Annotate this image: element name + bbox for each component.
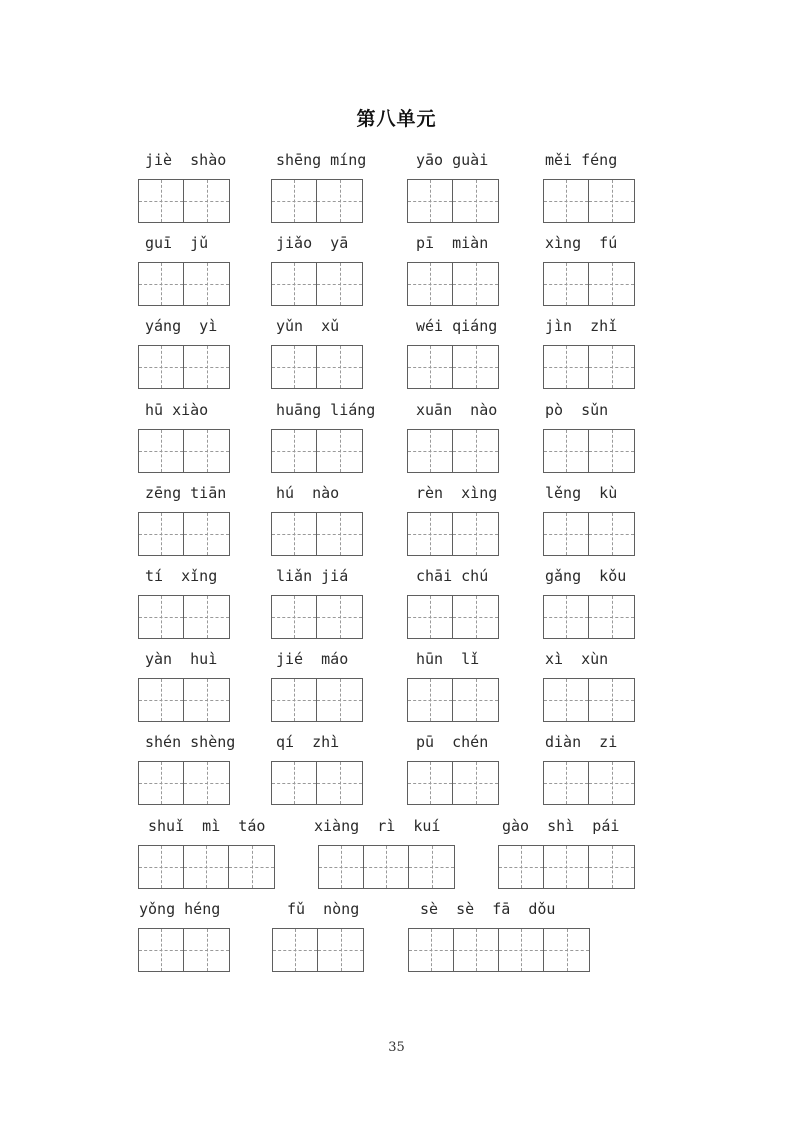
character-cell[interactable] [317, 513, 362, 555]
character-cell[interactable] [453, 263, 498, 305]
character-cell[interactable] [589, 846, 634, 888]
pinyin-label: jìn zhǐ [545, 317, 618, 335]
character-cell[interactable] [544, 180, 589, 222]
character-cell[interactable] [453, 762, 498, 804]
character-cell[interactable] [139, 846, 184, 888]
writing-grid [138, 345, 230, 389]
pinyin-label: hū xiào [145, 401, 209, 419]
pinyin-label: pū chén [416, 733, 489, 751]
writing-grid [138, 512, 230, 556]
character-cell[interactable] [272, 346, 317, 388]
writing-grid [138, 262, 230, 306]
writing-grid [407, 262, 499, 306]
character-cell[interactable] [408, 346, 453, 388]
writing-grid [271, 678, 363, 722]
character-cell[interactable] [184, 679, 229, 721]
pinyin-label: jiè shào [145, 151, 227, 169]
character-cell[interactable] [317, 596, 362, 638]
character-cell[interactable] [317, 263, 362, 305]
pinyin-label: lěng kù [545, 484, 618, 502]
writing-grid [138, 678, 230, 722]
character-cell[interactable] [317, 762, 362, 804]
writing-grid [407, 512, 499, 556]
writing-grid [138, 928, 230, 972]
character-cell[interactable] [544, 846, 589, 888]
writing-grid [138, 429, 230, 473]
character-cell[interactable] [139, 762, 184, 804]
character-cell[interactable] [184, 762, 229, 804]
pinyin-label: guī jǔ [145, 234, 209, 252]
character-cell[interactable] [453, 679, 498, 721]
character-cell[interactable] [499, 929, 544, 971]
character-cell[interactable] [139, 513, 184, 555]
character-cell[interactable] [408, 513, 453, 555]
pinyin-label: shēng míng [276, 151, 367, 169]
pinyin-label: yáng yì [145, 317, 218, 335]
writing-grid [543, 429, 635, 473]
page-number: 35 [388, 1040, 405, 1055]
pinyin-label: jié máo [276, 650, 349, 668]
character-cell[interactable] [272, 762, 317, 804]
character-cell[interactable] [408, 762, 453, 804]
writing-grid [138, 845, 275, 889]
pinyin-label: wéi qiáng [416, 317, 498, 335]
pinyin-label: huāng liáng [276, 401, 376, 419]
character-cell[interactable] [184, 263, 229, 305]
character-cell[interactable] [317, 180, 362, 222]
pinyin-label: shén shèng [145, 733, 236, 751]
writing-grid [138, 179, 230, 223]
pinyin-label: yāo guài [416, 151, 489, 169]
writing-grid [407, 595, 499, 639]
pinyin-label: pò sǔn [545, 401, 609, 419]
pinyin-label: xìng fú [545, 234, 618, 252]
writing-grid [407, 761, 499, 805]
character-cell[interactable] [184, 430, 229, 472]
writing-grid [271, 512, 363, 556]
pinyin-label: gǎng kǒu [545, 567, 627, 585]
pinyin-label: jiǎo yā [276, 234, 349, 252]
character-cell[interactable] [544, 263, 589, 305]
character-cell[interactable] [408, 679, 453, 721]
character-cell[interactable] [589, 180, 634, 222]
character-cell[interactable] [139, 679, 184, 721]
pinyin-label: fǔ nòng [287, 900, 360, 918]
writing-grid [407, 678, 499, 722]
character-cell[interactable] [589, 346, 634, 388]
writing-grid [271, 429, 363, 473]
character-cell[interactable] [453, 513, 498, 555]
character-cell[interactable] [544, 430, 589, 472]
pinyin-label: liǎn jiá [276, 567, 349, 585]
writing-grid [408, 928, 590, 972]
pinyin-label: xuān nào [416, 401, 498, 419]
character-cell[interactable] [589, 679, 634, 721]
character-cell[interactable] [544, 679, 589, 721]
writing-grid [272, 928, 364, 972]
writing-grid [543, 761, 635, 805]
writing-grid [543, 179, 635, 223]
writing-grid [318, 845, 455, 889]
character-cell[interactable] [409, 929, 454, 971]
character-cell[interactable] [184, 346, 229, 388]
pinyin-label: chāi chú [416, 567, 489, 585]
character-cell[interactable] [139, 430, 184, 472]
writing-grid [271, 761, 363, 805]
character-cell[interactable] [364, 846, 409, 888]
character-cell[interactable] [229, 846, 274, 888]
writing-grid [543, 512, 635, 556]
character-cell[interactable] [272, 679, 317, 721]
pinyin-label: rèn xìng [416, 484, 498, 502]
character-cell[interactable] [317, 430, 362, 472]
character-cell[interactable] [272, 430, 317, 472]
character-cell[interactable] [318, 929, 363, 971]
pinyin-label: gào shì pái [502, 817, 620, 835]
pinyin-label: yàn huì [145, 650, 218, 668]
character-cell[interactable] [408, 180, 453, 222]
pinyin-label: yǒng héng [139, 900, 221, 918]
writing-grid [543, 262, 635, 306]
character-cell[interactable] [453, 430, 498, 472]
pinyin-label: xì xùn [545, 650, 609, 668]
pinyin-label: shuǐ mì táo [148, 817, 266, 835]
character-cell[interactable] [544, 346, 589, 388]
pinyin-label: tí xǐng [145, 567, 218, 585]
character-cell[interactable] [453, 596, 498, 638]
writing-grid [271, 595, 363, 639]
character-cell[interactable] [184, 513, 229, 555]
pinyin-label: qí zhì [276, 733, 340, 751]
writing-grid [138, 761, 230, 805]
character-cell[interactable] [589, 263, 634, 305]
character-cell[interactable] [408, 596, 453, 638]
pinyin-label: diàn zi [545, 733, 618, 751]
character-cell[interactable] [272, 513, 317, 555]
character-cell[interactable] [139, 346, 184, 388]
character-cell[interactable] [409, 846, 454, 888]
pinyin-label: xiàng rì kuí [314, 817, 441, 835]
character-cell[interactable] [272, 596, 317, 638]
character-cell[interactable] [272, 263, 317, 305]
writing-grid [138, 595, 230, 639]
pinyin-label: hūn lǐ [416, 650, 480, 668]
pinyin-label: sè sè fā dǒu [420, 900, 556, 918]
writing-grid [271, 179, 363, 223]
writing-grid [498, 845, 635, 889]
character-cell[interactable] [139, 929, 184, 971]
character-cell[interactable] [453, 180, 498, 222]
character-cell[interactable] [139, 180, 184, 222]
character-cell[interactable] [139, 596, 184, 638]
writing-grid [271, 262, 363, 306]
pinyin-label: měi féng [545, 151, 618, 169]
character-cell[interactable] [272, 180, 317, 222]
writing-grid [407, 345, 499, 389]
writing-grid [407, 429, 499, 473]
page-title: 第八单元 [356, 108, 437, 130]
writing-grid [543, 345, 635, 389]
character-cell[interactable] [317, 346, 362, 388]
character-cell[interactable] [273, 929, 318, 971]
character-cell[interactable] [317, 679, 362, 721]
character-cell[interactable] [184, 180, 229, 222]
writing-grid [271, 345, 363, 389]
character-cell[interactable] [589, 596, 634, 638]
writing-grid [407, 179, 499, 223]
character-cell[interactable] [184, 929, 229, 971]
pinyin-label: yǔn xǔ [276, 317, 340, 335]
character-cell[interactable] [589, 513, 634, 555]
pinyin-label: zēng tiān [145, 484, 227, 502]
character-cell[interactable] [139, 263, 184, 305]
writing-grid [543, 678, 635, 722]
character-cell[interactable] [408, 430, 453, 472]
character-cell[interactable] [589, 762, 634, 804]
character-cell[interactable] [184, 846, 229, 888]
writing-grid [543, 595, 635, 639]
character-cell[interactable] [408, 263, 453, 305]
character-cell[interactable] [589, 430, 634, 472]
character-cell[interactable] [454, 929, 499, 971]
character-cell[interactable] [319, 846, 364, 888]
character-cell[interactable] [453, 346, 498, 388]
character-cell[interactable] [499, 846, 544, 888]
pinyin-label: hú nào [276, 484, 340, 502]
character-cell[interactable] [544, 596, 589, 638]
character-cell[interactable] [184, 596, 229, 638]
character-cell[interactable] [544, 762, 589, 804]
character-cell[interactable] [544, 513, 589, 555]
character-cell[interactable] [544, 929, 589, 971]
pinyin-label: pī miàn [416, 234, 489, 252]
